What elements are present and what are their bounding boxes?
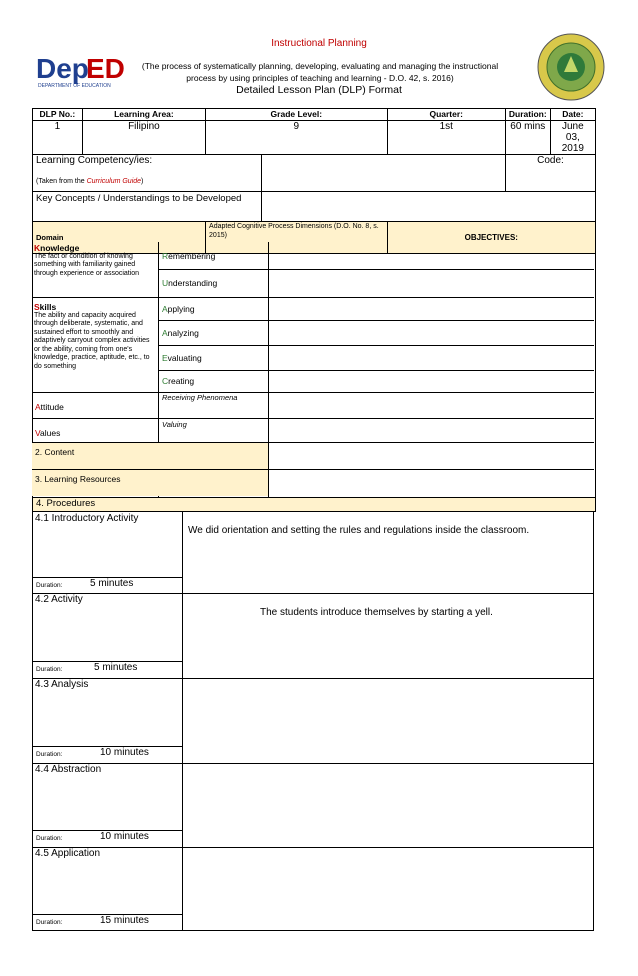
duration-label-application: Duration:	[36, 919, 63, 926]
knowledge-block	[34, 244, 156, 278]
procedure-label-intro: 4.1 Introductory Activity	[35, 513, 139, 524]
analyzing-row	[159, 320, 594, 346]
svg-text:ED: ED	[86, 53, 124, 84]
key-concepts-value	[262, 192, 596, 222]
competency-cell	[33, 155, 262, 192]
duration-label-activity: Duration:	[36, 666, 63, 673]
remembering-label: Remembering	[162, 251, 216, 261]
procedure-text-intro: We did orientation and setting the rules and regulations inside the classroom.	[188, 525, 530, 536]
skills-title: Skills	[34, 302, 57, 312]
content-cell	[32, 443, 268, 470]
competency-label: Learning Competency/ies:	[36, 155, 153, 166]
procedure-label-abstraction: 4.4 Abstraction	[35, 764, 102, 775]
domain-header: Domain	[33, 222, 206, 254]
dlp-table	[32, 108, 596, 254]
duration-intro: 5 minutes	[90, 578, 134, 589]
procedure-label-application: 4.5 Application	[35, 848, 101, 859]
resources-cell	[32, 470, 268, 496]
evaluating-row	[159, 345, 594, 371]
procedure-text-activity: The students introduce themselves by starting a yell.	[260, 607, 493, 618]
grade-level-value: 9	[206, 121, 388, 155]
duration-activity: 5 minutes	[94, 662, 138, 673]
subtitle-line-1: (The process of systematically planning, developing, evaluating and managing the instructional	[141, 61, 499, 71]
knowledge-title: Knowledge	[34, 243, 80, 253]
knowledge-desc: The fact or condition of knowing something with familiarity gained through experience or association	[34, 252, 140, 277]
subtitle-line-2: process by using principles of teaching and learning - D.O. 42, s. 2016)	[186, 73, 454, 83]
skills-desc: The ability and capacity acquired through deliberate, systematic, and sustained effort to smoothly and adaptively carryout complex activities or the ability, coming from one's knowledge, practice, aptitude, etc., to do something	[34, 311, 150, 370]
grade-level-header: Grade Level:	[206, 109, 388, 121]
svg-text:DEPARTMENT OF EDUCATION: DEPARTMENT OF EDUCATION	[38, 83, 111, 89]
applying-row	[159, 297, 594, 321]
procedure-label-activity: 4.2 Activity	[35, 594, 83, 605]
values-label: Values	[35, 428, 61, 438]
dlp-no-header: DLP No.:	[33, 109, 83, 121]
applying-label: Applying	[162, 304, 195, 314]
duration-abstraction: 10 minutes	[100, 831, 149, 842]
key-concepts-label: Key Concepts / Understandings to be Developed	[33, 192, 262, 222]
competency-note: (Taken from the Curriculum Guide)	[36, 178, 144, 185]
understanding-row	[159, 269, 594, 298]
domain-section	[32, 242, 596, 497]
format-title: Detailed Lesson Plan (DLP) Format	[236, 84, 402, 96]
date-header: Date:	[550, 109, 595, 121]
dlp-no-value: 1	[33, 121, 83, 155]
remembering-row	[159, 242, 594, 270]
duration-value: 60 mins	[505, 121, 550, 155]
procedure-label-analysis: 4.3 Analysis	[35, 679, 89, 690]
analyzing-label: Analyzing	[162, 328, 199, 338]
content-label: 2. Content	[35, 447, 75, 457]
objectives-header: OBJECTIVES:	[387, 222, 595, 254]
procedures-cell	[32, 497, 596, 512]
duration-application: 15 minutes	[100, 915, 149, 926]
page-title: Instructional Planning	[271, 38, 367, 49]
date-value: June 03, 2019	[550, 121, 595, 155]
creating-label: Creating	[162, 376, 195, 386]
skills-block	[34, 303, 156, 371]
quarter-header: Quarter:	[387, 109, 505, 121]
procedures-section	[32, 511, 596, 931]
duration-label-analysis: Duration:	[36, 751, 63, 758]
duration-analysis: 10 minutes	[100, 747, 149, 758]
evaluating-label: Evaluating	[162, 353, 202, 363]
duration-label-abstraction: Duration:	[36, 835, 63, 842]
learning-area-value: Filipino	[82, 121, 205, 155]
understanding-label: Understanding	[162, 278, 218, 288]
competency-value-cell	[262, 155, 506, 192]
procedures-label: 4. Procedures	[36, 498, 96, 509]
receiving-phenomena: Receiving Phenomena	[162, 393, 238, 402]
valuing-label: Valuing	[162, 420, 187, 429]
duration-label-intro: Duration:	[36, 582, 63, 589]
duration-header: Duration:	[505, 109, 550, 121]
attitude-label: Attitude	[35, 402, 64, 412]
resources-label: 3. Learning Resources	[35, 474, 121, 484]
quarter-value: 1st	[387, 121, 505, 155]
creating-row	[159, 370, 594, 393]
adapted-header: Adapted Cognitive Process Dimensions (D.O. No. 8, s. 2015)	[206, 222, 388, 254]
svg-text:Dep: Dep	[36, 53, 89, 84]
code-label: Code:	[505, 155, 595, 192]
learning-area-header: Learning Area:	[82, 109, 205, 121]
